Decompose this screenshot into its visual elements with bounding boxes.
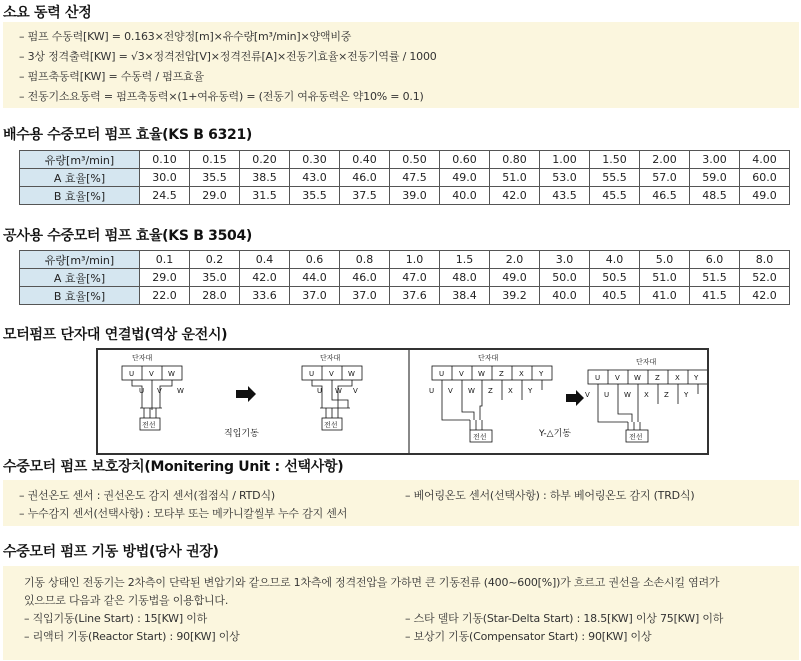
table-row [20,151,790,169]
row-header: A 효율[%] [20,169,140,187]
table-cell: 49.0 [490,269,540,287]
t1-wire-u: U [139,387,145,395]
table-cell: 0.2 [190,251,240,269]
t2-wire-u: U [317,387,323,395]
row-header: 유량[m³/min] [20,251,140,269]
table-cell: 43.0 [290,169,340,187]
terminal-connection-diagram [96,348,709,455]
table-cell: 35.0 [190,269,240,287]
wire-label-2: 전선 [324,421,338,429]
t1-wire-w: W [177,387,184,395]
yd-start-label: Y-△기동 [539,429,571,439]
table-row [20,187,790,205]
winding-temp-sensor: – 권선온도 센서 : 권선온도 감지 센서(접점식 / RTD식) [19,489,275,502]
formula-motor-power: – 전동기소요동력 = 펌프축동력×(1+여유동력) = (전동기 여유동력은 약10% = 0.1) [19,90,424,103]
row-header: B 효율[%] [20,187,140,205]
table-cell: 38.4 [440,287,490,305]
t4-u: U [595,374,601,382]
table-cell: 4.0 [590,251,640,269]
table-cell: 37.0 [340,287,390,305]
table-cell: 45.5 [590,187,640,205]
table-cell: 46.0 [340,169,390,187]
table-cell: 1.5 [440,251,490,269]
table-cell: 24.5 [140,187,190,205]
t2-w: W [348,370,355,378]
table-cell: 3.0 [540,251,590,269]
section-title-power: 소요 동력 산정 [3,5,92,21]
table-cell: 40.0 [440,187,490,205]
table-cell: 47.5 [390,169,440,187]
t1-u: U [129,370,135,378]
table-cell: 47.0 [390,269,440,287]
section-title-construction-efficiency: 공사용 수중모터 펌프 효율(KS B 3504) [3,228,252,244]
table-cell: 35.5 [190,169,240,187]
section-title-drain-efficiency: 배수용 수중모터 펌프 효율(KS B 6321) [3,127,252,143]
protection-box [3,480,799,526]
t3-wire-y: Y [528,387,533,395]
row-header: B 효율[%] [20,287,140,305]
table-cell: 37.6 [390,287,440,305]
table-cell: 29.0 [190,187,240,205]
table-cell: 60.0 [740,169,790,187]
table-cell: 2.0 [490,251,540,269]
table-cell: 0.50 [390,151,440,169]
t1-w: W [168,370,175,378]
table-cell: 42.0 [240,269,290,287]
wire-label-3: 전선 [473,433,487,441]
reactor-start: – 리액터 기동(Reactor Start) : 90[KW] 이상 [24,630,240,643]
t4-x: X [675,374,680,382]
drain-efficiency-table [19,150,790,205]
t2-v: V [329,370,334,378]
table-cell: 39.0 [390,187,440,205]
leak-sensor: – 누수감지 센서(선택사항) : 모타부 또는 메카니칼씰부 누수 감지 센서 [19,507,348,520]
start-intro-2: 있으므로 다음과 같은 기동법을 이용합니다. [24,594,229,607]
formula-rated-output: – 3상 정격출력[KW] = √3×정격전압[V]×정격전류[A]×전동기효율×전동기역률 / 1000 [19,50,437,63]
table-cell: 55.5 [590,169,640,187]
table-cell: 44.0 [290,269,340,287]
t3-wire-x: X [508,387,513,395]
t3-u: U [439,370,445,378]
table-cell: 28.0 [190,287,240,305]
bearing-temp-sensor: – 베어링온도 센서(선택사항) : 하부 베어링온도 감지 (TRD식) [405,489,695,502]
table-cell: 1.0 [390,251,440,269]
table-row [20,287,790,305]
table-cell: 3.00 [690,151,740,169]
table-cell: 0.15 [190,151,240,169]
table-cell: 0.20 [240,151,290,169]
table-cell: 0.60 [440,151,490,169]
table-cell: 0.80 [490,151,540,169]
terminal-label-4: 단자대 [636,358,657,366]
section-title-terminal-connection: 모터펌프 단자대 연결법(역상 운전시) [3,327,228,343]
t2-wire-w: W [335,387,342,395]
table-cell: 40.0 [540,287,590,305]
table-cell: 50.0 [540,269,590,287]
section-title-protection: 수중모터 펌프 보호장치(Monitering Unit : 선택사항) [3,459,344,475]
t2-u: U [309,370,315,378]
table-row [20,169,790,187]
t3-v: V [459,370,464,378]
direct-start-label: 직입기동 [224,429,259,439]
wire-label-4: 전선 [629,433,643,441]
t3-wire-u: U [429,387,435,395]
table-cell: 42.0 [740,287,790,305]
table-cell: 57.0 [640,169,690,187]
section-title-start-method: 수중모터 펌프 기동 방법(당사 권장) [3,544,219,560]
table-cell: 50.5 [590,269,640,287]
construction-efficiency-table [19,250,790,305]
t1-wire-v: V [157,387,162,395]
table-cell: 31.5 [240,187,290,205]
table-cell: 51.0 [640,269,690,287]
table-cell: 38.5 [240,169,290,187]
t3-y: Y [539,370,544,378]
table-cell: 37.0 [290,287,340,305]
power-formula-box [3,22,799,108]
table-cell: 8.0 [740,251,790,269]
t4-w: W [634,374,641,382]
t4-wire-y: Y [684,391,689,399]
table-cell: 40.5 [590,287,640,305]
table-cell: 30.0 [140,169,190,187]
table-cell: 0.10 [140,151,190,169]
arrow-icon-2 [566,390,584,406]
t3-x: X [519,370,524,378]
wire-label-1: 전선 [142,421,156,429]
t4-y: Y [694,374,699,382]
t3-wire-v: V [448,387,453,395]
table-cell: 33.6 [240,287,290,305]
table-cell: 37.5 [340,187,390,205]
table-cell: 0.4 [240,251,290,269]
table-row [20,269,790,287]
t2-wire-v: V [353,387,358,395]
table-cell: 29.0 [140,269,190,287]
table-cell: 49.0 [440,169,490,187]
table-cell: 53.0 [540,169,590,187]
table-cell: 35.5 [290,187,340,205]
table-cell: 0.8 [340,251,390,269]
table-cell: 39.2 [490,287,540,305]
row-header: 유량[m³/min] [20,151,140,169]
table-cell: 22.0 [140,287,190,305]
table-cell: 41.0 [640,287,690,305]
arrow-icon-1 [236,386,256,402]
t4-wire-w: W [624,391,631,399]
compensator-start: – 보상기 기동(Compensator Start) : 90[KW] 이상 [405,630,652,643]
row-header: A 효율[%] [20,269,140,287]
t4-wire-x: X [644,391,649,399]
t4-wire-v: V [585,391,590,399]
table-cell: 51.0 [490,169,540,187]
terminal-label-2: 단자대 [320,354,341,362]
table-cell: 5.0 [640,251,690,269]
table-cell: 43.5 [540,187,590,205]
table-cell: 0.1 [140,251,190,269]
t3-wire-z: Z [488,387,493,395]
t1-v: V [149,370,154,378]
table-cell: 0.40 [340,151,390,169]
table-cell: 1.50 [590,151,640,169]
terminal-label-3: 단자대 [478,354,499,362]
table-cell: 59.0 [690,169,740,187]
line-start: – 직입기동(Line Start) : 15[KW] 이하 [24,612,208,625]
table-cell: 4.00 [740,151,790,169]
table-row [20,251,790,269]
terminal-label-1: 단자대 [132,354,153,362]
t4-wire-u: U [604,391,610,399]
table-cell: 0.6 [290,251,340,269]
table-cell: 52.0 [740,269,790,287]
table-cell: 1.00 [540,151,590,169]
table-cell: 0.30 [290,151,340,169]
table-cell: 2.00 [640,151,690,169]
t4-v: V [615,374,620,382]
start-intro-1: 기동 상태인 전동기는 2차측이 단락된 변압기와 같으므로 1차측에 정격전압을 가하면 큰 기동전류 (400~600[%])가 흐르고 권선을 소손시킬 염려가 [24,576,720,589]
table-cell: 6.0 [690,251,740,269]
table-cell: 49.0 [740,187,790,205]
t3-w: W [478,370,485,378]
t4-z: Z [655,374,660,382]
formula-water-power: – 펌프 수동력[KW] = 0.163×전양정[m]×유수량[m³/min]×양액비중 [19,30,352,43]
star-delta-start: – 스타 델타 기동(Star-Delta Start) : 18.5[KW] 이상 75[KW] 이하 [405,612,724,625]
formula-shaft-power: – 펌프축동력[KW] = 수동력 / 펌프효율 [19,70,204,83]
t3-wire-w: W [468,387,475,395]
t4-wire-z: Z [664,391,669,399]
table-cell: 48.5 [690,187,740,205]
table-cell: 46.0 [340,269,390,287]
t3-z: Z [499,370,504,378]
table-cell: 41.5 [690,287,740,305]
table-cell: 46.5 [640,187,690,205]
table-cell: 42.0 [490,187,540,205]
table-cell: 48.0 [440,269,490,287]
start-method-box [3,566,799,660]
table-cell: 51.5 [690,269,740,287]
